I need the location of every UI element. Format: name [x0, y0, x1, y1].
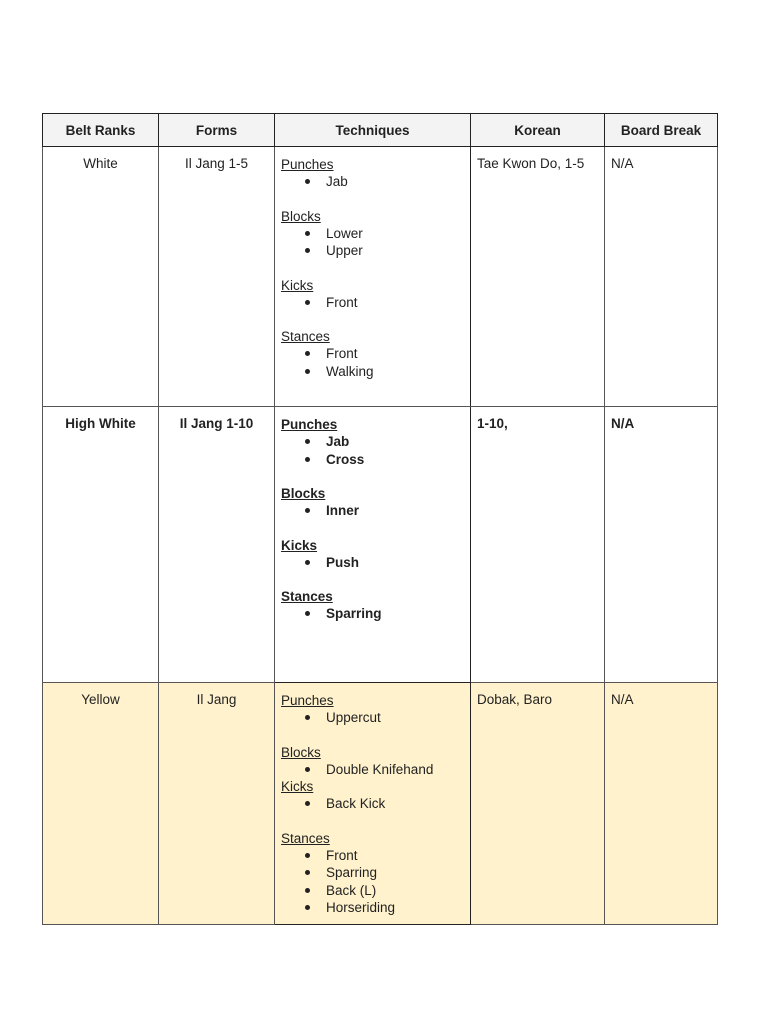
forms-cell: Il Jang	[159, 683, 275, 925]
technique-category: Kicks	[281, 277, 314, 293]
belt-cell: High White	[43, 407, 159, 683]
header-board-break: Board Break	[605, 114, 718, 147]
belt-cell: Yellow	[43, 683, 159, 925]
technique-category: Punches	[281, 417, 338, 432]
technique-list	[281, 605, 464, 623]
technique-item: Back Kick	[305, 795, 464, 813]
technique-list	[281, 709, 464, 727]
spacer	[281, 813, 464, 830]
technique-category: Stances	[281, 589, 333, 604]
technique-item: Horseriding	[305, 899, 464, 917]
technique-item: Double Knifehand	[305, 761, 464, 779]
technique-category: Stances	[281, 329, 330, 344]
table-row-high-white	[43, 407, 718, 683]
technique-item: Front	[305, 294, 464, 312]
spacer	[281, 191, 464, 208]
technique-item: Back (L)	[305, 882, 464, 900]
technique-item: Front	[305, 345, 464, 363]
techniques-cell	[275, 407, 471, 683]
board-break-cell: N/A	[605, 147, 718, 407]
technique-category: Blocks	[281, 744, 321, 760]
technique-list	[281, 173, 464, 191]
technique-item: Uppercut	[305, 709, 464, 727]
korean-cell: 1-10,	[471, 407, 605, 683]
header-row	[43, 114, 718, 147]
technique-list	[281, 502, 464, 520]
technique-list	[281, 554, 464, 572]
technique-list	[281, 847, 464, 917]
header-korean: Korean	[471, 114, 605, 147]
forms-cell: Il Jang 1-5	[159, 147, 275, 407]
techniques-cell	[275, 683, 471, 925]
technique-item: Jab	[305, 433, 464, 451]
belt-requirements-table	[42, 113, 718, 925]
technique-list	[281, 433, 464, 468]
technique-category: Blocks	[281, 486, 326, 501]
table-row-yellow	[43, 683, 718, 925]
technique-item: Front	[305, 847, 464, 865]
technique-item: Jab	[305, 173, 464, 191]
korean-cell: Tae Kwon Do, 1-5	[471, 147, 605, 407]
technique-item: Push	[305, 554, 464, 572]
technique-item: Cross	[305, 451, 464, 469]
technique-item: Sparring	[305, 864, 464, 882]
spacer	[281, 520, 464, 537]
technique-category: Blocks	[281, 208, 321, 224]
technique-item: Sparring	[305, 605, 464, 623]
table-row-white	[43, 147, 718, 407]
technique-category: Punches	[281, 157, 334, 172]
technique-category: Punches	[281, 693, 334, 708]
spacer	[281, 727, 464, 744]
belt-cell: White	[43, 147, 159, 407]
techniques-cell	[275, 147, 471, 407]
technique-category: Kicks	[281, 779, 314, 794]
korean-cell: Dobak, Baro	[471, 683, 605, 925]
technique-list	[281, 761, 464, 779]
technique-list	[281, 294, 464, 312]
technique-list	[281, 345, 464, 380]
technique-item: Upper	[305, 242, 464, 260]
technique-category: Stances	[281, 830, 330, 846]
technique-item: Walking	[305, 363, 464, 381]
technique-list	[281, 225, 464, 260]
header-forms: Forms	[159, 114, 275, 147]
spacer	[281, 260, 464, 277]
board-break-cell: N/A	[605, 683, 718, 925]
technique-item: Inner	[305, 502, 464, 520]
technique-list	[281, 795, 464, 813]
header-techniques: Techniques	[275, 114, 471, 147]
technique-category: Kicks	[281, 537, 318, 553]
board-break-cell: N/A	[605, 407, 718, 683]
spacer	[281, 571, 464, 588]
technique-item: Lower	[305, 225, 464, 243]
forms-cell: Il Jang 1-10	[159, 407, 275, 683]
spacer	[281, 311, 464, 328]
header-belt-ranks: Belt Ranks	[43, 114, 159, 147]
spacer	[281, 468, 464, 485]
